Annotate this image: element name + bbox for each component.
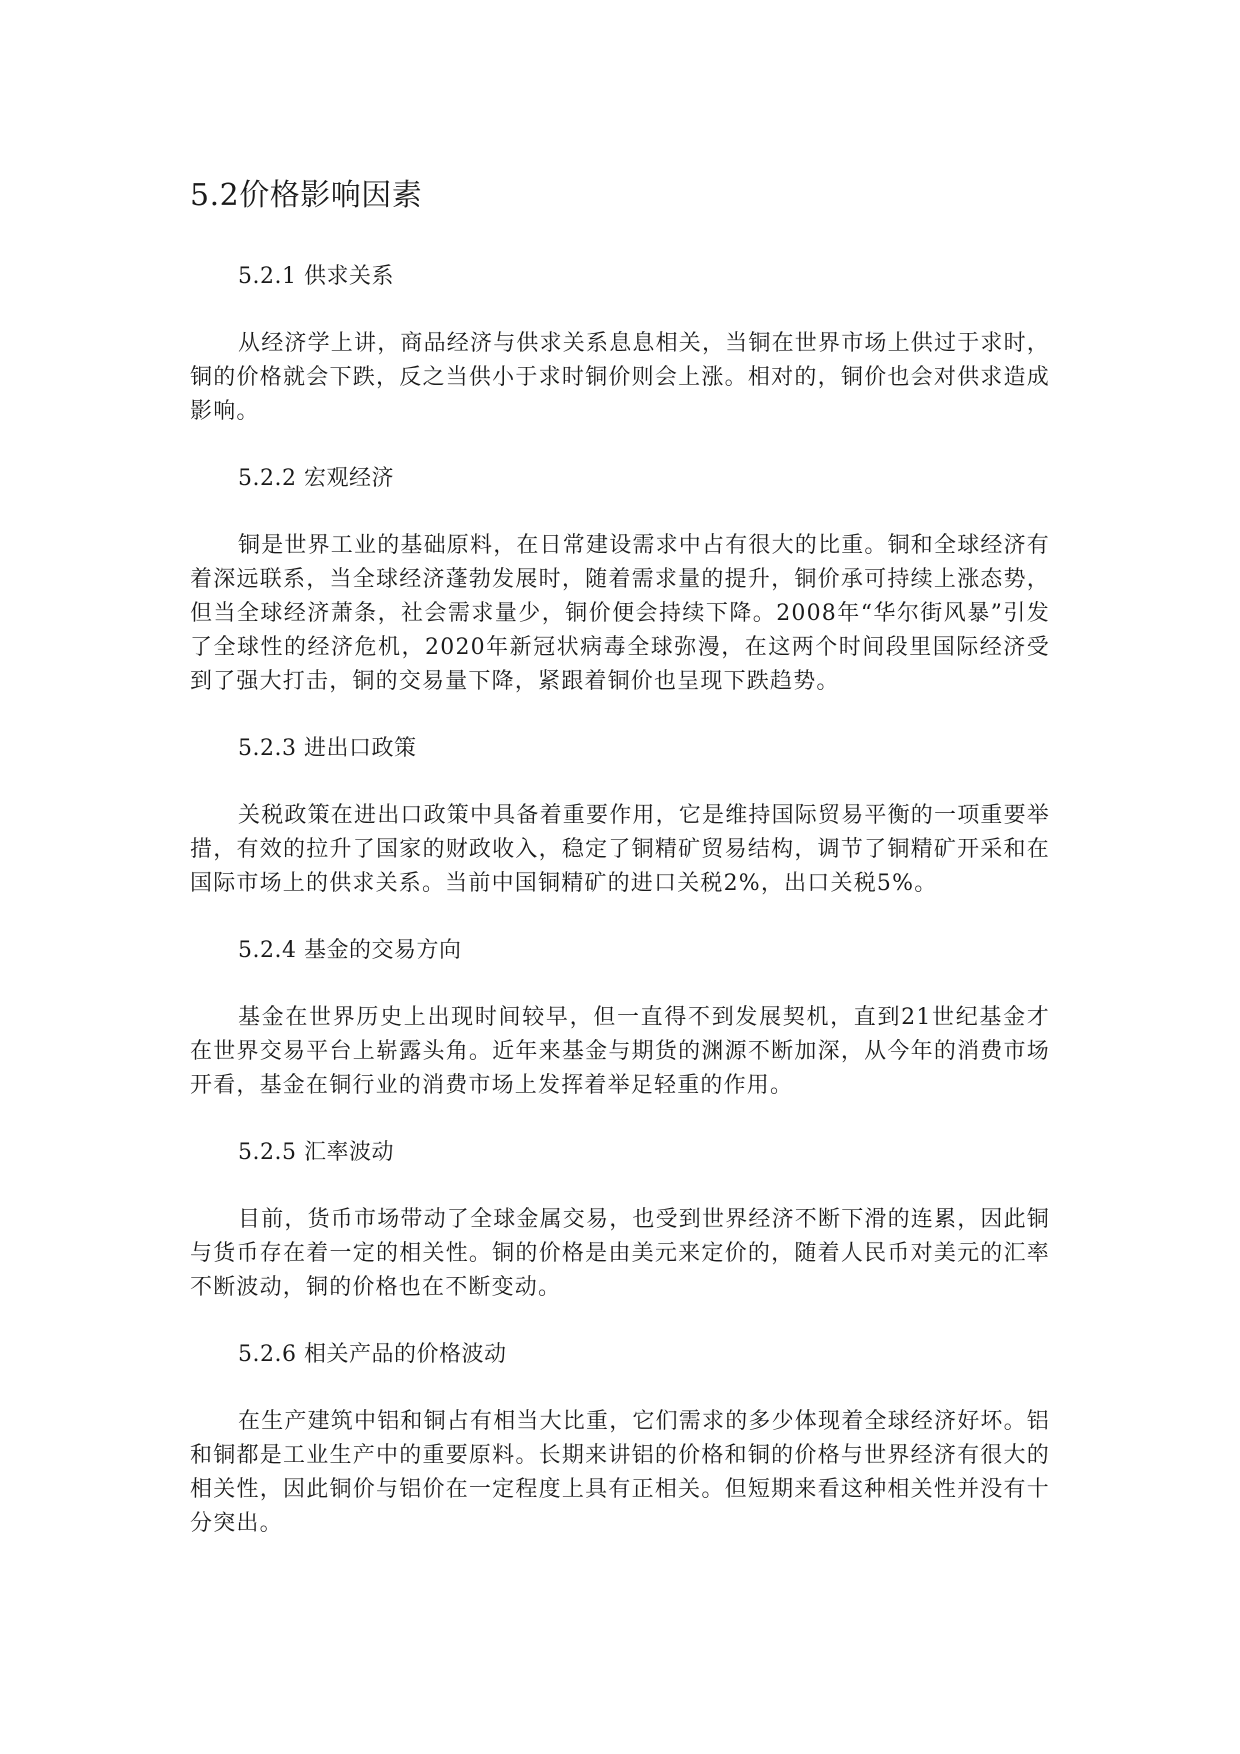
subsection-paragraph: 铜是世界工业的基础原料，在日常建设需求中占有很大的比重。铜和全球经济有着深远联系，当全球经济蓬勃发展时，随着需求量的提升，铜价承可持续上涨态势，但当全球经济萧条，社会需求量少，铜价便会持续下降。2008年“华尔街风暴”引发了全球性的经济危机，2020年新冠状病毒全球弥漫，在这两个时间段里国际经济受到了强大打击，铜的交易量下降，紧跟着铜价也呈现下跌趋势。 <box>190 533 1051 694</box>
subsection-exchange-rate <box>190 1133 1050 1305</box>
subsection-paragraph: 关税政策在进出口政策中具备着重要作用，它是维持国际贸易平衡的一项重要举措，有效的拉升了国家的财政收入，稳定了铜精矿贸易结构，调节了铜精矿开采和在国际市场上的供求关系。当前中国铜精矿的进口关税2%，出口关税5%。 <box>190 803 1051 896</box>
subsection-heading: 5.2.6 相关产品的价格波动 <box>238 1342 507 1367</box>
subsection-paragraph: 从经济学上讲，商品经济与供求关系息息相关，当铜在世界市场上供过于求时，铜的价格就会下跌，反之当供小于求时铜价则会上涨。相对的，铜价也会对供求造成影响。 <box>190 331 1051 424</box>
subsection-supply-demand <box>190 257 1050 429</box>
subsection-heading: 5.2.1 供求关系 <box>238 264 394 289</box>
section-title: 5.2价格影响因素 <box>190 178 423 213</box>
subsection-fund-direction <box>190 931 1050 1103</box>
subsection-heading: 5.2.5 汇率波动 <box>238 1140 394 1165</box>
subsection-heading: 5.2.3 进出口政策 <box>238 736 417 761</box>
subsection-heading: 5.2.4 基金的交易方向 <box>238 938 462 963</box>
subsection-trade-policy <box>190 729 1050 901</box>
subsection-paragraph: 基金在世界历史上出现时间较早，但一直得不到发展契机，直到21世纪基金才在世界交易平台上崭露头角。近年来基金与期货的渊源不断加深，从今年的消费市场开看，基金在铜行业的消费市场上发挥着举足轻重的作用。 <box>190 1005 1050 1098</box>
subsection-heading: 5.2.2 宏观经济 <box>238 466 394 491</box>
subsection-paragraph: 在生产建筑中铝和铜占有相当大比重，它们需求的多少体现着全球经济好坏。铝和铜都是工业生产中的重要原料。长期来讲铝的价格和铜的价格与世界经济有很大的相关性，因此铜价与铝价在一定程度上具有正相关。但短期来看这种相关性并没有十分突出。 <box>190 1409 1051 1536</box>
subsection-related-products <box>190 1335 1050 1541</box>
subsection-macro-economy <box>190 459 1050 699</box>
document-page <box>190 172 1050 1571</box>
subsection-paragraph: 目前，货币市场带动了全球金属交易，也受到世界经济不断下滑的连累，因此铜与货币存在着一定的相关性。铜的价格是由美元来定价的，随着人民币对美元的汇率不断波动，铜的价格也在不断变动。 <box>190 1207 1051 1300</box>
